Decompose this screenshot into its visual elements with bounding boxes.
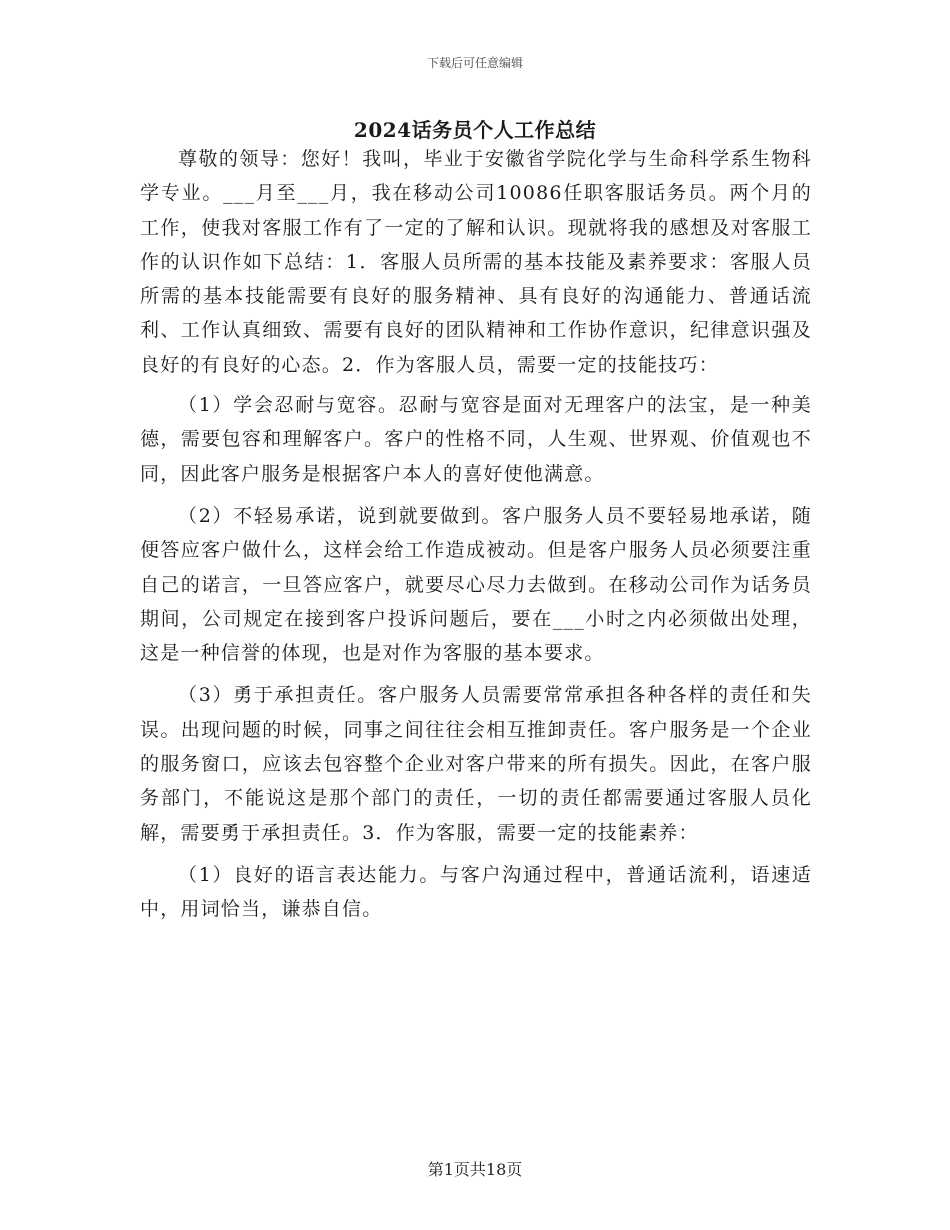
paragraph-item-4: （1）良好的语言表达能力。与客户沟通过程中，普通话流利，语速适中，用词恰当，谦恭自信。 [140,863,812,921]
paragraph-intro: 尊敬的领导：您好！我叫，毕业于安徽省学院化学与生命科学系生物科学专业。___月至___月，我在移动公司10086任职客服话务员。两个月的工作，使我对客服工作有了一定的了解和认识。现就将我的感想及对客服工作的认识作如下总结：1．客服人员所需的基本技能及素养要求：客服人员所需的基本技能需要有良好的服务精神、具有良好的沟通能力、普通话流利、工作认真细致、需要有良好的团队精神和工作协作意识，纪律意识强及良好的有良好的心态。2．作为客服人员，需要一定的技能技巧： [140,148,812,376]
page-footer-number: 第1页共18页 [427,1160,523,1179]
paragraph-item-3: （3）勇于承担责任。客户服务人员需要常常承担各种各样的责任和失误。出现问题的时候，同事之间往往会相互推卸责任。客户服务是一个企业的服务窗口，应该去包容整个企业对客户带来的所有损失。因此，在客户服务部门，不能说这是那个部门的责任，一切的责任都需要通过客服人员化解，需要勇于承担责任。3．作为客服，需要一定的技能素养： [140,684,812,844]
paragraph-item-2: （2）不轻易承诺，说到就要做到。客户服务人员不要轻易地承诺，随便答应客户做什么，这样会给工作造成被动。但是客户服务人员必须要注重自己的诺言，一旦答应客户，就要尽心尽力去做到。在移动公司作为话务员期间，公司规定在接到客户投诉问题后，要在___小时之内必须做出处理，这是一种信誉的体现，也是对作为客服的基本要求。 [140,504,812,665]
document-body [140,142,812,935]
page-header-note: 下载后可任意编辑 [426,56,523,70]
document-title: 2024话务员个人工作总结 [353,118,597,142]
paragraph-item-1: （1）学会忍耐与宽容。忍耐与宽容是面对无理客户的法宝，是一种美德，需要包容和理解客户。客户的性格不同，人生观、世界观、价值观也不同，因此客户服务是根据客户本人的喜好使他满意。 [140,394,812,485]
